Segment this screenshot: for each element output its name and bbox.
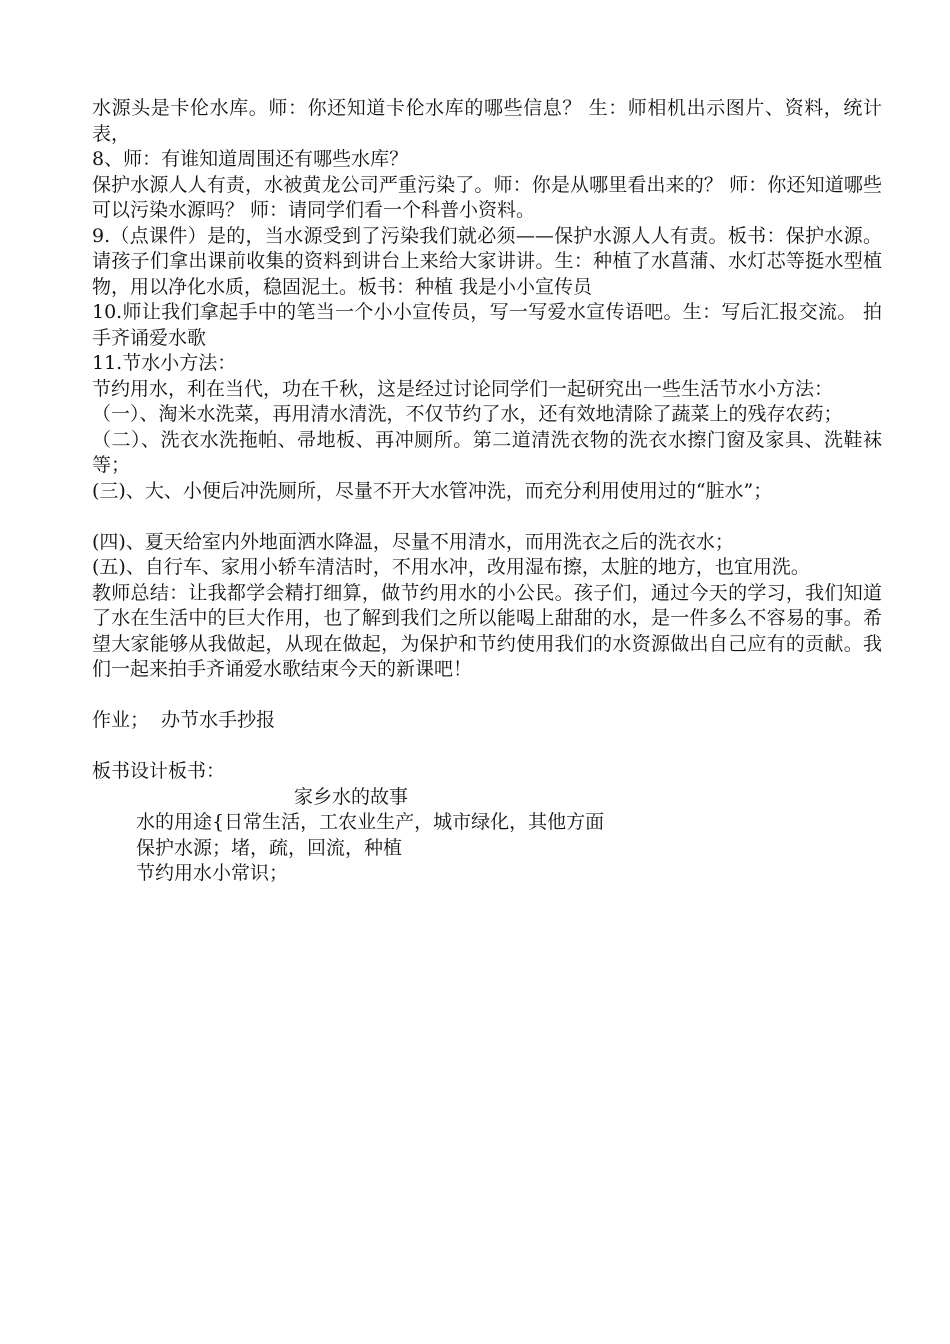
board-title: 家乡水的故事: [294, 785, 409, 808]
board-line-uses: 水的用途{日常生活，工农业生产，城市绿化，其他方面: [136, 811, 605, 833]
paragraph-method-2: （二）、洗衣水洗拖帕、帚地板、再冲厕所。第二道清洗衣物的洗衣水擦门窗及家具、洗鞋袜等；: [92, 428, 882, 476]
document-page: [92, 96, 882, 887]
paragraph-step-9: 9.（点课件）是的，当水源受到了污染我们就必须——保护水源人人有责。板书：保护水源。请孩子们拿出课前收集的资料到讲台上来给大家讲讲。生：种植了水菖蒲、水灯芯等挺水型植物，用以净化水质，稳固泥土。板书：种植 我是小小宣传员: [92, 224, 882, 298]
blank-line: [92, 683, 882, 709]
paragraph-step-11: 11.节水小方法：: [92, 352, 237, 374]
board-design-heading: 板书设计板书：: [92, 760, 226, 782]
blank-line: [92, 504, 882, 530]
paragraph-reservoir: 水源头是卡伦水库。师：你还知道卡伦水库的哪些信息？ 生：师相机出示图片、资料，统计表，: [92, 97, 882, 145]
paragraph-step-10: 10.师让我们拿起手中的笔当一个小小宣传员，写一写爱水宣传语吧。生：写后汇报交流。 拍手齐诵爱水歌: [92, 301, 882, 349]
paragraph-method-4: (四)、夏天给室内外地面洒水降温，尽量不用清水，而用洗衣之后的洗衣水；: [92, 530, 734, 553]
paragraph-save-water-intro: 节约用水，利在当代，功在千秋，这是经过讨论同学们一起研究出一些生活节水小方法：: [92, 377, 834, 400]
paragraph-teacher-summary: 教师总结：让我都学会精打细算，做节约用水的小公民。孩子们，通过今天的学习，我们知道了水在生活中的巨大作用，也了解到我们之所以能喝上甜甜的水，是一件多么不容易的事。希望大家能够从我做起，从现在做起，为保护和节约使用我们的水资源做出自己应有的贡献。我们一起来拍手齐诵爱水歌结束今天的新课吧！: [92, 581, 882, 680]
paragraph-pollution: 保护水源人人有责，水被黄龙公司严重污染了。师：你是从哪里看出来的？ 师：你还知道哪些可以污染水源吗？ 师：请同学们看一个科普小资料。: [92, 173, 882, 221]
paragraph-method-1: （一）、淘米水洗菜，再用清水清洗，不仅节约了水，还有效地清除了蔬菜上的残存农药；: [92, 403, 843, 425]
paragraph-step-8: 8、师：有谁知道周围还有哪些水库？: [92, 148, 409, 170]
board-line-save: 节约用水小常识；: [136, 862, 289, 884]
blank-line: [92, 734, 882, 760]
homework-line: 作业； 办节水手抄报: [92, 709, 276, 731]
paragraph-method-5: (五)、自行车、家用小轿车清洁时，不用水冲，改用湿布擦，太脏的地方，也宜用洗。: [92, 556, 810, 578]
board-line-protect: 保护水源；堵，疏，回流，种植: [136, 836, 403, 859]
paragraph-method-3: (三)、大、小便后冲洗厕所，尽量不开大水管冲洗，而充分利用使用过的“脏水”；: [92, 479, 773, 502]
